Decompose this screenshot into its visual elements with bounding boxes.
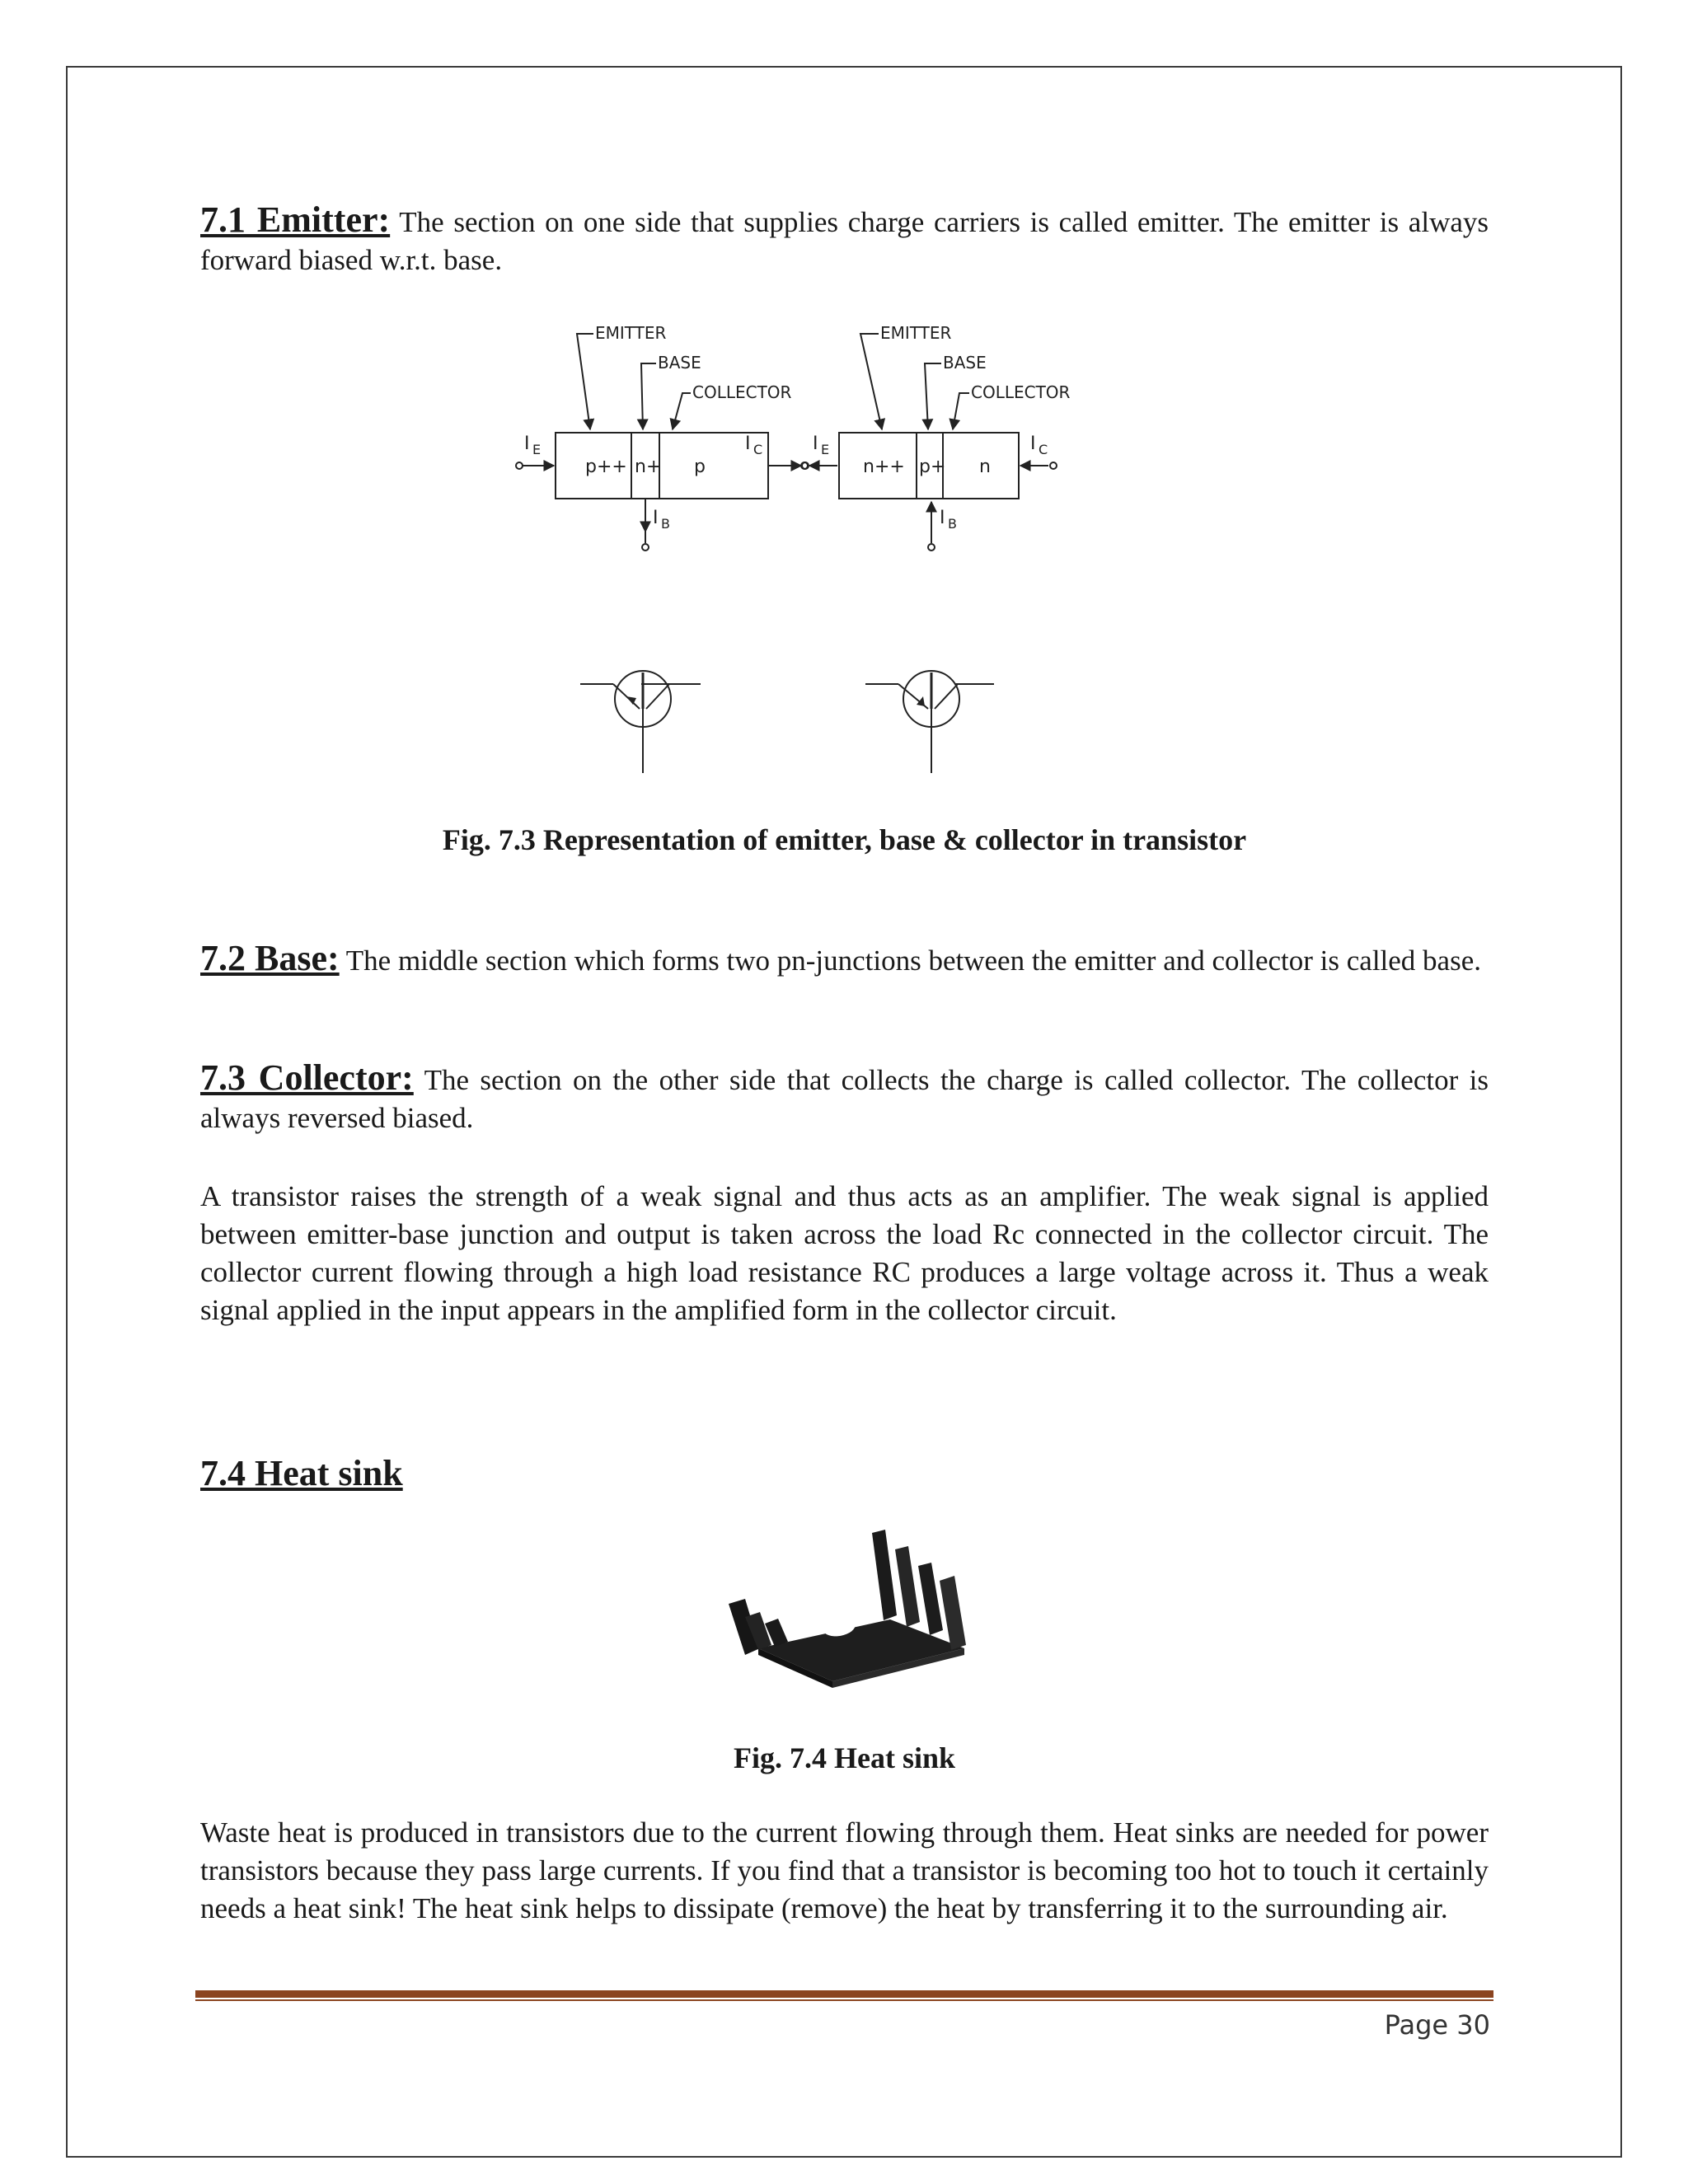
fig-7-3-diagram — [495, 317, 1088, 787]
npn-collector-label: COLLECTOR — [971, 382, 1071, 402]
footer-rule — [195, 1990, 1493, 1998]
pnp-ie-sub: E — [532, 442, 542, 457]
pnp-collector-region: p — [694, 457, 706, 477]
pnp-base-region: n+ — [635, 457, 662, 477]
npn-ic-sub: C — [1039, 442, 1048, 457]
pnp-ic-sub: C — [753, 442, 763, 457]
pnp-emitter-label: EMITTER — [595, 323, 667, 343]
footer-rule-thin — [195, 1999, 1493, 2001]
fig-7-4-caption: Fig. 7.4 Heat sink — [733, 1741, 955, 1774]
npn-ib-label: I — [940, 508, 945, 528]
base-text: The middle section which forms two pn-junctions between the emitter and collector is called base. — [345, 944, 1482, 977]
npn-base-label: BASE — [943, 353, 987, 373]
pnp-ib-sub: B — [661, 516, 670, 532]
npn-ie-label: I — [813, 434, 818, 454]
collector-paragraph — [200, 1059, 1489, 1137]
pnp-base-label: BASE — [658, 353, 701, 373]
emitter-paragraph — [200, 201, 1489, 279]
npn-ie-sub: E — [821, 442, 830, 457]
base-heading: 7.2 Base: — [200, 938, 340, 978]
pnp-transistor-symbol — [580, 671, 701, 773]
pnp-ie-label: I — [524, 434, 530, 454]
emitter-text: The section on one side that supplies charge carriers is called emitter. The emitter is always forward biased w.r.t. base. — [200, 206, 1489, 276]
npn-emitter-label: EMITTER — [880, 323, 952, 343]
heat-sink-paragraph: Waste heat is produced in transistors due to the current flowing through them. Heat sinks are needed for power transistors because they pass large currents. If you find that a transistor is becoming too hot to touch it certainly needs a heat sink! The heat sink helps to dissipate (remove) the heat by transferring it to the surrounding air. — [200, 1816, 1489, 1924]
heat-sink-image — [717, 1525, 997, 1718]
emitter-heading: 7.1 Emitter: — [200, 199, 391, 240]
npn-base-region: p+ — [919, 457, 946, 477]
pnp-emitter-region: p++ — [585, 457, 627, 477]
amplifier-paragraph: A transistor raises the strength of a weak signal and thus acts as an amplifier. The weak signal is applied between emitter-base junction and output is taken across the load Rc connected in the collector circuit. The collector current flowing through a high load resistance RC produces a large voltage across it. Thus a weak signal applied in the input appears in the amplified form in the collector circuit. — [200, 1180, 1489, 1326]
npn-block-diagram — [801, 323, 1071, 551]
pnp-block-diagram — [516, 323, 809, 551]
collector-text: The section on the other side that collects the charge is called collector. The collector is always reversed biased. — [200, 1064, 1489, 1134]
fig-7-3-caption: Fig. 7.3 Representation of emitter, base & collector in transistor — [442, 823, 1247, 856]
npn-collector-region: n — [979, 457, 991, 477]
npn-ic-label: I — [1030, 434, 1036, 454]
heat-sink-heading: 7.4 Heat sink — [200, 1453, 403, 1493]
collector-heading: 7.3 Collector: — [200, 1057, 414, 1098]
npn-emitter-region: n++ — [863, 457, 905, 477]
pnp-ib-label: I — [653, 508, 659, 528]
pnp-collector-label: COLLECTOR — [692, 382, 792, 402]
npn-transistor-symbol — [865, 671, 994, 773]
npn-ib-sub: B — [948, 516, 957, 532]
page-number: Page 30 — [1384, 2009, 1490, 2041]
base-paragraph — [200, 940, 1489, 980]
pnp-ic-label: I — [745, 434, 751, 454]
